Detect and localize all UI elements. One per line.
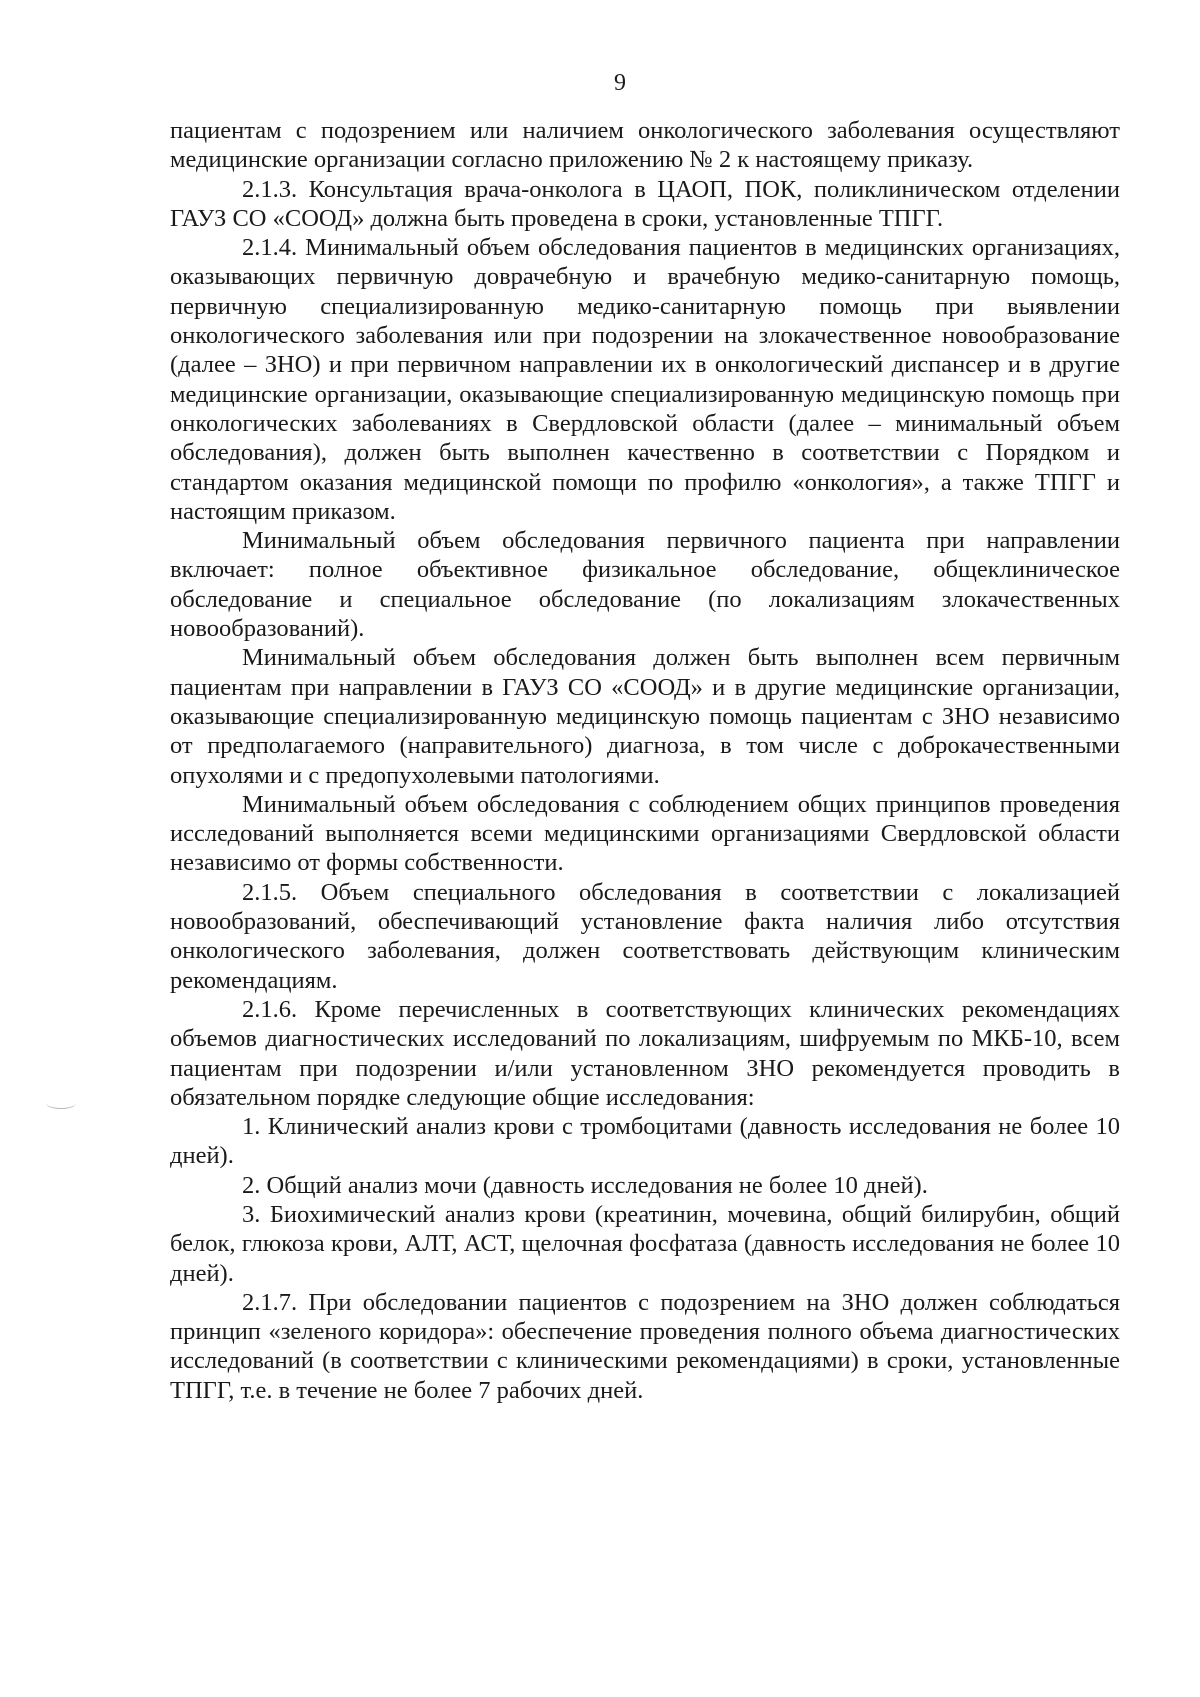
- list-item-1: 1. Клинический анализ крови с тромбоцитами (давность исследования не более 10 дней).: [170, 1113, 1120, 1170]
- list-item-2: 2. Общий анализ мочи (давность исследования не более 10 дней).: [242, 1171, 928, 1199]
- list-item-3: 3. Биохимический анализ крови (креатинин, мочевина, общий билирубин, общий белок, глюкоза крови, АЛТ, АСТ, щелочная фосфатаза (давность исследования не более 10 дней).: [170, 1200, 1120, 1287]
- scan-artifact-mark: [46, 1098, 76, 1109]
- paragraph-minimal-scope-includes: Минимальный объем обследования первичного пациента при направлении включает: полное объективное физикальное обследование, общеклиническое обследование и специальное обследование (по локализациям злокачественных новообразований).: [170, 527, 1120, 643]
- paragraph-minimal-scope-principles: Минимальный объем обследования с соблюдением общих принципов проведения исследований выполняется всеми медицинскими организациями Свердловской области независимо от формы собственности.: [170, 790, 1120, 877]
- paragraph-continuation: пациентам с подозрением или наличием онкологического заболевания осуществляют медицинские организации согласно приложению № 2 к настоящему приказу.: [170, 117, 1120, 174]
- paragraph-2-1-3: 2.1.3. Консультация врача-онколога в ЦАОП, ПОК, поликлиническом отделении ГАУЗ СО «СООД» должна быть проведена в сроки, установленные ТПГГ.: [170, 175, 1120, 232]
- paragraph-2-1-4: 2.1.4. Минимальный объем обследования пациентов в медицинских организациях, оказывающих первичную доврачебную и врачебную медико-санитарную помощь, первичную специализированную медико-санитарную помощь при выявлении онкологического заболевания или при подозрении на злокачественное новообразование (далее – ЗНО) и при первичном направлении их в онкологический диспансер и в другие медицинские организации, оказывающие специализированную медицинскую помощь при онкологических заболеваниях в Свердловской области (далее – минимальный объем обследования), должен быть выполнен качественно в соответствии с Порядком и стандартом оказания медицинской помощи по профилю «онкология», а также ТПГГ и настоящим приказом.: [170, 234, 1120, 525]
- paragraph-2-1-7: 2.1.7. При обследовании пациентов с подозрением на ЗНО должен соблюдаться принцип «зеленого коридора»: обеспечение проведения полного объема диагностических исследований (в соответствии с клиническими рекомендациями) в сроки, установленные ТПГГ, т.е. в течение не более 7 рабочих дней.: [170, 1288, 1120, 1404]
- paragraph-2-1-6: 2.1.6. Кроме перечисленных в соответствующих клинических рекомендациях объемов диагностических исследований по локализациям, шифруемым по МКБ-10, всем пациентам при подозрении и/или установленном ЗНО рекомендуется проводить в обязательном порядке следующие общие исследования:: [170, 995, 1120, 1111]
- page-number: 9: [614, 70, 626, 96]
- document-body: [170, 116, 1120, 1405]
- paragraph-minimal-scope-all-patients: Минимальный объем обследования должен быть выполнен всем первичным пациентам при направлении в ГАУЗ СО «СООД» и в другие медицинские организации, оказывающие специализированную медицинскую помощь пациентам с ЗНО независимо от предполагаемого (направительного) диагноза, в том числе с доброкачественными опухолями и с предопухолевыми патологиями.: [170, 644, 1120, 789]
- paragraph-2-1-5: 2.1.5. Объем специального обследования в соответствии с локализацией новообразований, обеспечивающий установление факта наличия либо отсутствия онкологического заболевания, должен соответствовать действующим клиническим рекомендациям.: [170, 878, 1120, 994]
